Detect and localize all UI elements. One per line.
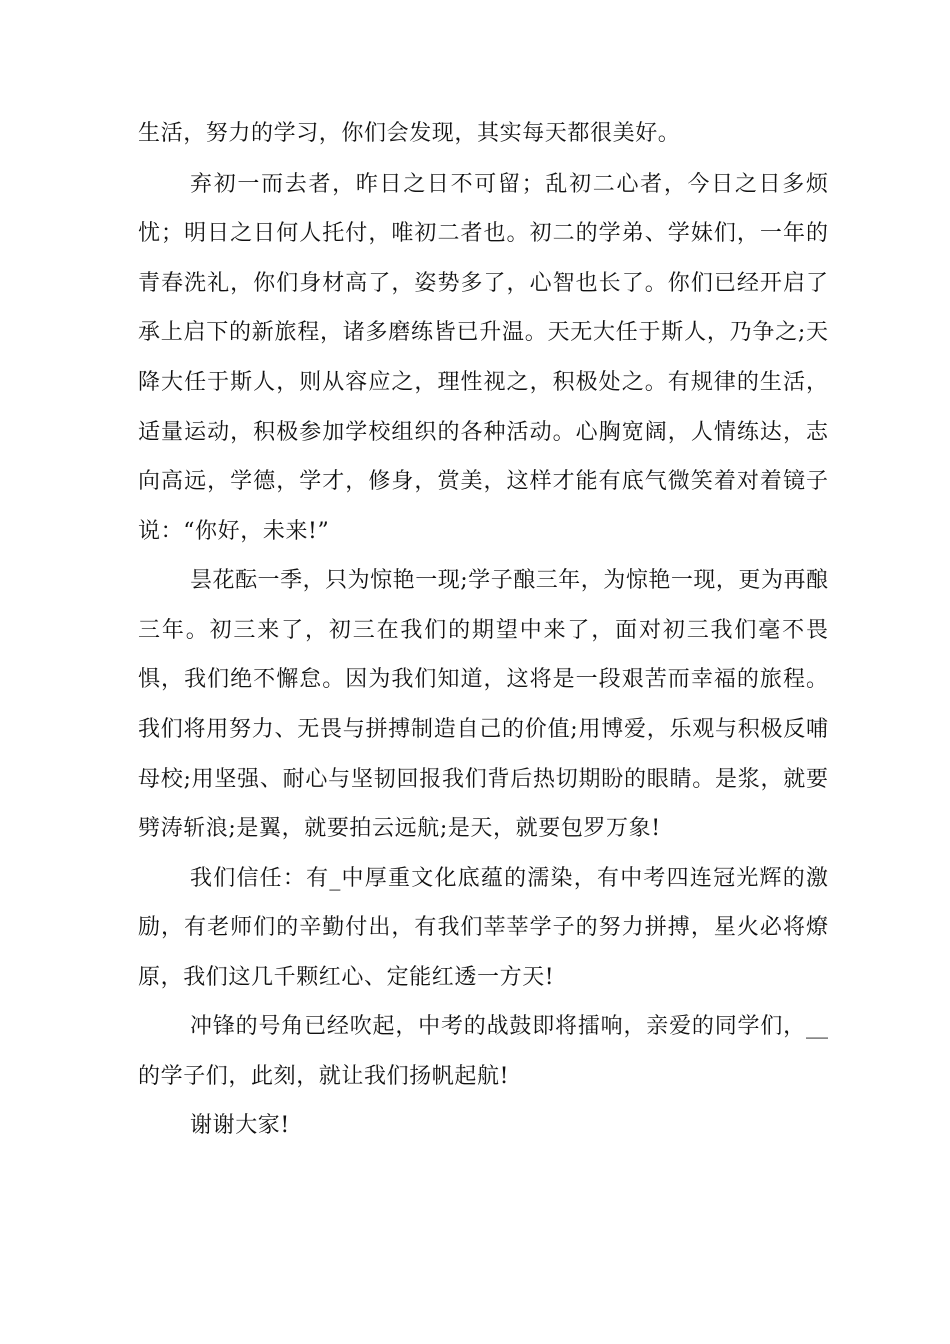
text-line: 弃初一而去者，昨日之日不可留；乱初二心者，今日之日多烦 (190, 172, 828, 197)
text-line: 青春洗礼，你们身材高了，姿势多了，心智也长了。你们已经开启了 (138, 271, 828, 296)
text-line: 我们将用努力、无畏与拼搏制造自己的价值;用博爱，乐观与积极反哺 (138, 717, 828, 742)
text-line: 我们信任：有_中厚重文化底蕴的濡染，有中考四连冠光辉的激 (190, 866, 828, 891)
text-line: 三年。初三来了，初三在我们的期望中来了，面对初三我们毫不畏 (138, 618, 828, 643)
text-line: 承上启下的新旅程，诸多磨练皆已升温。天无大任于斯人，乃争之;天 (138, 320, 828, 345)
text-line: 谢谢大家! (190, 1113, 290, 1138)
text-line: 降大任于斯人，则从容应之，理性视之，积极处之。有规律的生活， (138, 370, 828, 395)
text-line: 的学子们，此刻，就让我们扬帆起航! (138, 1064, 510, 1089)
text-line: 惧，我们绝不懈怠。因为我们知道，这将是一段艰苦而幸福的旅程。 (138, 667, 828, 692)
text-line: 说：“你好，未来!” (138, 519, 330, 544)
text-line: 生活，努力的学习，你们会发现，其实每天都很美好。 (138, 121, 681, 146)
text-line: 向高远，学德，学才，修身，赏美，这样才能有底气微笑着对着镜子 (138, 469, 828, 494)
text-line: 励，有老师们的辛勤付出，有我们莘莘学子的努力拼搏，星火必将燎 (138, 915, 828, 940)
text-line: 昙花酝一季，只为惊艳一现;学子酿三年，为惊艳一现，更为再酿 (190, 568, 828, 593)
text-line: 原，我们这几千颗红心、定能红透一方天! (138, 965, 555, 990)
text-line: 母校;用坚强、耐心与坚韧回报我们背后热切期盼的眼睛。是浆，就要 (138, 767, 828, 792)
text-line: 适量运动，积极参加学校组织的各种活动。心胸宽阔，人情练达，志 (138, 420, 828, 445)
text-line: 劈涛斩浪;是翼，就要拍云远航;是天，就要包罗万象! (138, 816, 661, 841)
text-line: 忧；明日之日何人托付，唯初二者也。初二的学弟、学妹们，一年的 (138, 221, 828, 246)
text-line: 冲锋的号角已经吹起，中考的战鼓即将擂响，亲爱的同学们，__ (190, 1014, 828, 1039)
